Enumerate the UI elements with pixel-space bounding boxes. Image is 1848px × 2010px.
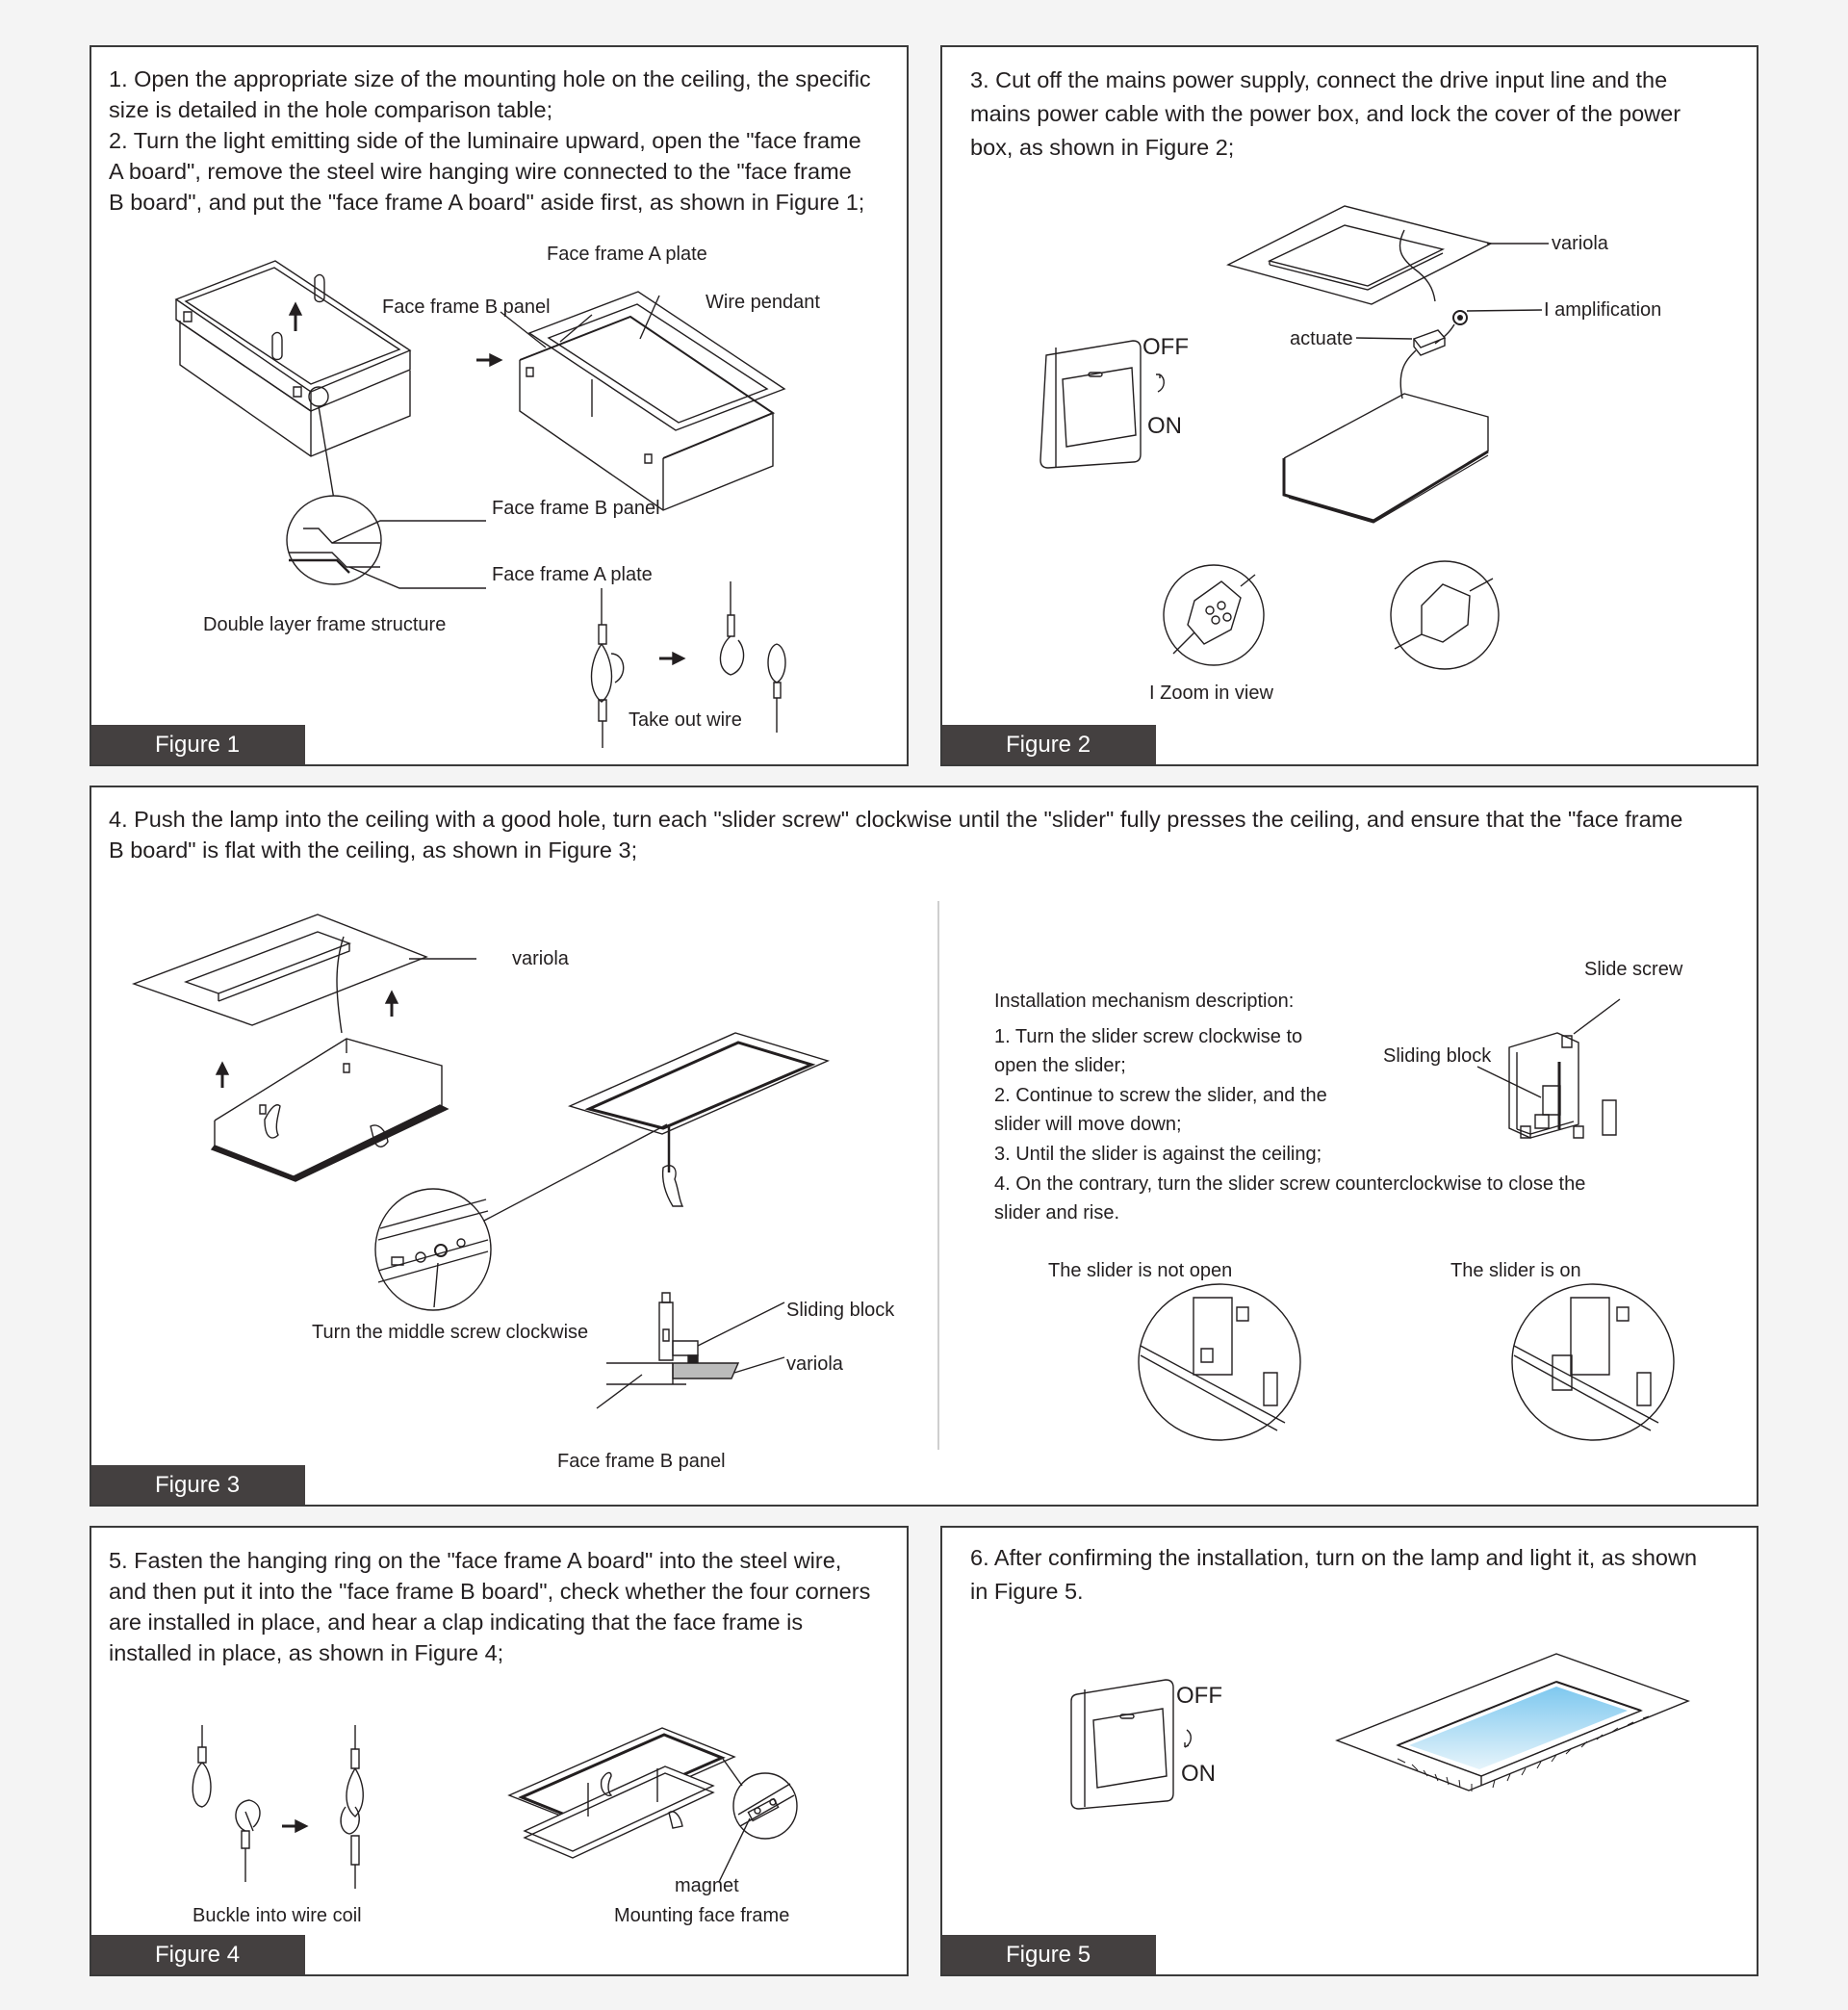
text-line: size is detailed in the hole comparison table; — [109, 97, 553, 122]
section-drawing — [606, 1293, 738, 1384]
text-line: 4. Push the lamp into the ceiling with a good hole, turn each "slider screw" clockwise until the "slider" fully presses the ceiling, and ensure that the "face frame — [109, 807, 1683, 832]
rotate-arrow-icon — [1156, 374, 1164, 392]
label-sliding-block-bracket: Sliding block — [1383, 1045, 1492, 1067]
arrow-right-icon — [476, 354, 501, 366]
figure-2-illustration — [942, 47, 1760, 768]
detail-circle-slider-on — [1512, 1284, 1674, 1440]
step-panel-2 — [940, 45, 1758, 766]
description-line: slider and rise. — [994, 1202, 1120, 1224]
text-line: B board" is flat with the ceiling, as shown in Figure 3; — [109, 838, 638, 863]
label-amplification: I amplification — [1544, 299, 1662, 321]
wire-loop-hooked-icon — [341, 1725, 363, 1889]
figure-5-label: Figure 5 — [942, 1935, 1156, 1974]
leader-line — [484, 1124, 667, 1221]
label-off: OFF — [1142, 334, 1189, 360]
detail-circle-double-frame — [287, 496, 381, 584]
description-title: Installation mechanism description: — [994, 991, 1295, 1012]
figure-4-label: Figure 4 — [91, 1935, 305, 1974]
leader-line — [1467, 310, 1542, 311]
description-line: open the slider; — [994, 1055, 1126, 1077]
luminaire-box-open — [520, 292, 784, 510]
hook-icon — [236, 1800, 260, 1882]
luminaire-installed — [570, 1033, 828, 1134]
luminaire-body — [1284, 394, 1488, 523]
figure-3-label: Figure 3 — [91, 1465, 305, 1505]
description-line: 4. On the contrary, turn the slider screw counterclockwise to close the — [994, 1172, 1586, 1195]
text-line: 1. Open the appropriate size of the mounting hole on the ceiling, the specific — [109, 66, 871, 91]
label-slide-screw: Slide screw — [1584, 959, 1683, 980]
installation-mechanism-description — [994, 987, 1649, 1228]
label-turn-middle-screw: Turn the middle screw clockwise — [312, 1322, 589, 1343]
text-line: mains power cable with the power box, and lock the cover of the power — [970, 101, 1681, 126]
text-line: 5. Fasten the hanging ring on the "face frame A board" into the steel wire, — [109, 1548, 842, 1573]
ceiling-plate — [1228, 206, 1491, 304]
hook-icon — [720, 581, 743, 675]
text-line: 3. Cut off the mains power supply, connect the drive input line and the — [970, 67, 1668, 92]
label-face-frame-b-panel-detail: Face frame B panel — [492, 498, 660, 519]
label-face-frame-b-panel: Face frame B panel — [382, 296, 551, 318]
rotate-arrow-icon — [1185, 1730, 1191, 1747]
wire-loop-icon — [592, 588, 624, 748]
text-line: and then put it into the "face frame B board", check whether the four corners — [109, 1579, 871, 1604]
figure-2-label: Figure 2 — [942, 725, 1156, 764]
label-face-frame-a-plate: Face frame A plate — [547, 244, 707, 265]
label-wire-pendant: Wire pendant — [706, 292, 820, 313]
detail-circle-magnet — [733, 1773, 797, 1839]
label-off: OFF — [1176, 1683, 1222, 1709]
wire-loop-icon — [192, 1725, 211, 1807]
detail-circle-slider-not-open — [1139, 1284, 1300, 1440]
wall-switch-icon — [1040, 341, 1141, 468]
label-zoom-in-view: I Zoom in view — [1149, 683, 1273, 704]
description-line: slider will move down; — [994, 1114, 1182, 1136]
figure-1-label: Figure 1 — [91, 725, 305, 764]
label-double-layer-frame: Double layer frame structure — [203, 614, 447, 635]
label-buckle-into-wire-coil: Buckle into wire coil — [192, 1905, 362, 1926]
label-take-out-wire: Take out wire — [629, 709, 742, 731]
description-line: 3. Until the slider is against the ceiling; — [994, 1143, 1322, 1165]
text-line: are installed in place, and hear a clap indicating that the face frame is — [109, 1610, 804, 1635]
label-face-frame-b-panel: Face frame B panel — [557, 1451, 726, 1472]
wire-loop-icon — [768, 644, 785, 733]
label-actuate: actuate — [1290, 328, 1353, 349]
label-slider-on: The slider is on — [1450, 1260, 1581, 1281]
leader-line — [597, 1375, 642, 1408]
zoom-circle-terminal — [1164, 565, 1264, 665]
step-panel-5 — [940, 1526, 1758, 1976]
luminaire-box-closed — [176, 261, 410, 456]
driver-box — [1414, 330, 1445, 355]
label-on: ON — [1147, 413, 1182, 439]
figure-3-divider — [937, 901, 939, 1450]
label-variola: variola — [1552, 233, 1608, 254]
figure-1-illustration — [91, 47, 911, 768]
arrow-right-icon — [659, 653, 684, 664]
text-line: installed in place, as shown in Figure 4; — [109, 1640, 504, 1665]
leader-line — [698, 1302, 784, 1346]
text-line: 6. After confirming the installation, turn on the lamp and light it, as shown — [970, 1545, 1698, 1570]
label-slider-not-open: The slider is not open — [1048, 1260, 1233, 1281]
description-line: 1. Turn the slider screw clockwise to — [994, 1025, 1303, 1047]
text-line: 2. Turn the light emitting side of the luminaire upward, open the "face frame — [109, 128, 861, 153]
label-face-frame-a-plate-detail: Face frame A plate — [492, 564, 653, 585]
screwdriver-icon — [663, 1124, 682, 1206]
arrow-right-icon — [282, 1820, 307, 1832]
leader-line — [723, 1759, 742, 1786]
hand-icon — [265, 1105, 280, 1138]
text-line: in Figure 5. — [970, 1579, 1084, 1604]
leader-line — [349, 567, 486, 588]
zoom-circle-closed-box — [1391, 561, 1499, 669]
text-line: box, as shown in Figure 2; — [970, 135, 1235, 160]
arrow-up-icon — [386, 992, 398, 1017]
hand-icon — [669, 1812, 682, 1828]
label-magnet: magnet — [675, 1875, 739, 1896]
label-variola: variola — [512, 948, 569, 969]
leader-line — [1356, 338, 1412, 339]
description-line: 2. Continue to screw the slider, and the — [994, 1084, 1327, 1106]
leader-line — [734, 1357, 784, 1373]
label-on: ON — [1181, 1761, 1216, 1787]
face-frame-mounting — [509, 1728, 734, 1858]
text-line: B board", and put the "face frame A board" aside first, as shown in Figure 1; — [109, 190, 865, 215]
cable — [1400, 350, 1416, 399]
lamp-lit — [1337, 1654, 1688, 1791]
label-sliding-block: Sliding block — [786, 1300, 895, 1321]
detail-circle-middle-screw — [375, 1189, 491, 1310]
wall-switch-icon — [1071, 1680, 1173, 1809]
step-panel-1 — [90, 45, 909, 766]
amplification-dot — [1457, 315, 1463, 321]
label-mounting-face-frame: Mounting face frame — [614, 1905, 790, 1926]
step-panel-3 — [90, 786, 1758, 1507]
label-variola-section: variola — [786, 1353, 843, 1375]
ceiling-plate — [134, 915, 426, 1025]
text-line: A board", remove the steel wire hanging wire connected to the "face frame — [109, 159, 852, 184]
step-panel-4 — [90, 1526, 909, 1976]
figure-5-illustration — [942, 1528, 1760, 1978]
luminaire-body — [212, 1039, 448, 1181]
arrow-up-icon — [217, 1063, 228, 1088]
leader-line — [719, 1818, 750, 1882]
